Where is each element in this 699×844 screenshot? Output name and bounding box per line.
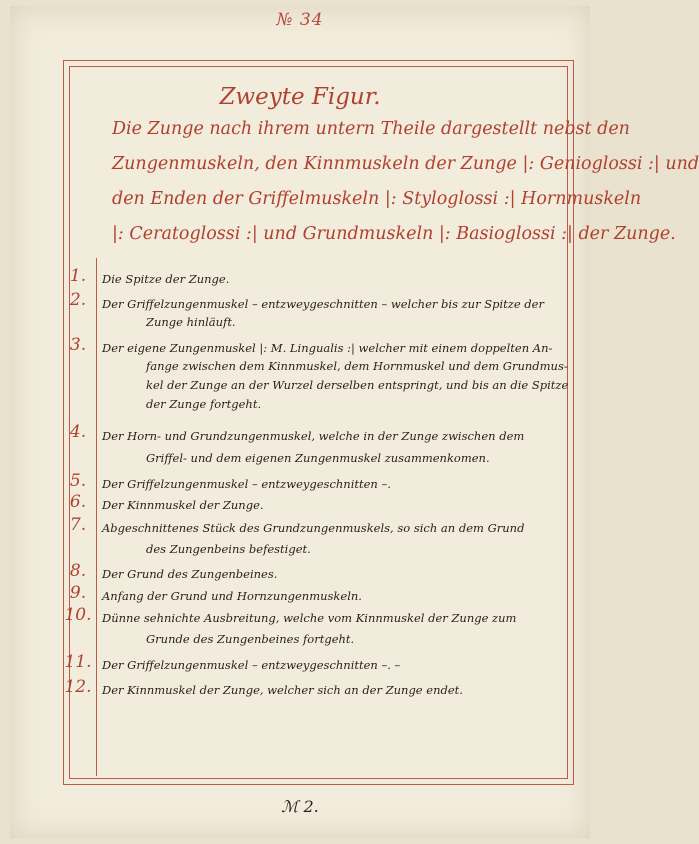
- entry-number: 1.: [69, 266, 87, 286]
- numbering-margin-line: [96, 258, 97, 776]
- entry-number: 4.: [69, 422, 87, 442]
- entry-number: 9.: [69, 583, 87, 603]
- heading-line: |: Ceratoglossi :| und Grundmuskeln |: Basioglossi :| der Zunge.: [112, 224, 676, 244]
- entry-number: 6.: [69, 492, 87, 512]
- figure-title: Zweyte Figur.: [219, 84, 381, 110]
- entry-number: 10.: [64, 605, 92, 625]
- entry-text: Der Kinnmuskel der Zunge.: [102, 498, 264, 512]
- signature-mark: ℳ 2.: [281, 797, 319, 816]
- entry-text: kel der Zunge an der Wurzel derselben entspringt, und bis an die Spitze: [146, 378, 569, 392]
- entry-text: Der Grund des Zungenbeines.: [102, 567, 278, 581]
- entry-text: Der Kinnmuskel der Zunge, welcher sich an der Zunge endet.: [102, 683, 463, 697]
- entry-text: Abgeschnittenes Stück des Grundzungenmuskels, so sich an dem Grund: [102, 521, 525, 535]
- entry-text: Der Griffelzungenmuskel – entzweygeschnitten –.: [102, 477, 391, 491]
- entry-text: Dünne sehnichte Ausbreitung, welche vom Kinnmuskel der Zunge zum: [102, 611, 517, 625]
- entry-text: des Zungenbeins befestiget.: [146, 542, 311, 556]
- heading-line: den Enden der Griffelmuskeln |: Styloglossi :| Hornmuskeln: [112, 189, 642, 209]
- entry-text: Der Griffelzungenmuskel – entzweygeschnitten – welcher bis zur Spitze der: [102, 297, 544, 311]
- heading-line: Zungenmuskeln, den Kinnmuskeln der Zunge |: Genioglossi :| und: [112, 154, 699, 174]
- entry-text: Griffel- und dem eigenen Zungenmuskel zusammenkomen.: [146, 451, 490, 465]
- entry-text: Die Spitze der Zunge.: [102, 272, 230, 286]
- page-number: № 34: [276, 10, 324, 30]
- entry-text: Zunge hinläuft.: [146, 315, 236, 329]
- entry-text: Der Griffelzungenmuskel – entzweygeschnitten –. –: [102, 658, 401, 672]
- entry-number: 12.: [64, 677, 92, 697]
- entry-text: Grunde des Zungenbeines fortgeht.: [146, 632, 355, 646]
- entry-number: 3.: [69, 335, 87, 355]
- entry-number: 7.: [69, 515, 87, 535]
- entry-number: 11.: [64, 652, 92, 672]
- entry-text: fange zwischen dem Kinnmuskel, dem Hornmuskel und dem Grundmus-: [146, 359, 568, 373]
- entry-text: Der Horn- und Grundzungenmuskel, welche in der Zunge zwischen dem: [102, 429, 525, 443]
- heading-line: Die Zunge nach ihrem untern Theile dargestellt nebst den: [112, 119, 630, 139]
- figure-heading: [112, 112, 699, 252]
- entry-text: der Zunge fortgeht.: [146, 397, 262, 411]
- entry-number: 2.: [69, 290, 87, 310]
- entry-number: 5.: [69, 471, 87, 491]
- entry-text: Der eigene Zungenmuskel |: M. Lingualis :| welcher mit einem doppelten An-: [102, 341, 553, 355]
- entry-number: 8.: [69, 561, 87, 581]
- entry-text: Anfang der Grund und Hornzungenmuskeln.: [102, 589, 362, 603]
